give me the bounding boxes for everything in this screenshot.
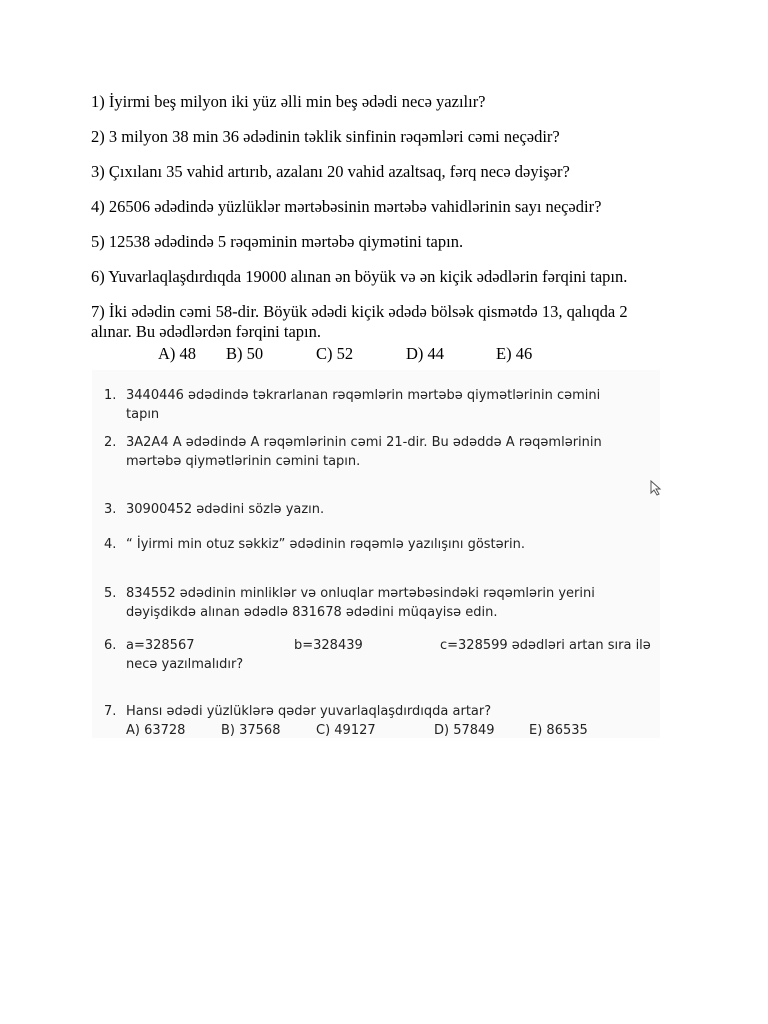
scan-question-4	[104, 535, 652, 554]
question-7: 7) İki ədədin cəmi 58-dir. Böyük ədədi kiçik ədədə bölsək qismətdə 13, qalıqda 2 alınar. Bu ədədlərdən fərqini tapın.	[91, 302, 628, 341]
question-2: 2) 3 milyon 38 min 36 ədədinin təklik sinfinin rəqəmləri cəmi neçədir?	[91, 127, 560, 146]
answer-c: C) 52	[316, 344, 354, 363]
item-number: 2.	[104, 435, 117, 450]
scan-question-7	[104, 702, 652, 740]
item-text-cont: necə yazılmalıdır?	[126, 657, 244, 672]
answer-a: A) 48	[158, 344, 197, 363]
item-text-cont: tapın	[126, 407, 160, 422]
question-1: 1) İyirmi beş milyon iki yüz əlli min beş ədədi necə yazılır?	[91, 92, 486, 111]
answer-b: B) 50	[226, 344, 264, 363]
item-text: Hansı ədədi yüzlüklərə qədər yuvarlaqlaşdırdıqda artar?	[126, 704, 492, 719]
item-number: 6.	[104, 638, 117, 653]
scan-answer-d: D) 57849	[434, 723, 495, 738]
item-text: “ İyirmi min otuz səkkiz” ədədinin rəqəmlə yazılışını göstərin.	[126, 537, 525, 552]
answer-d: D) 44	[406, 344, 445, 363]
scan-question-1	[104, 386, 652, 424]
typed-questions	[91, 92, 691, 364]
scan-answer-options	[104, 721, 652, 740]
scan-question-2	[104, 433, 652, 471]
scanned-questions	[92, 370, 660, 738]
question-4: 4) 26506 ədədində yüzlüklər mərtəbəsinin mərtəbə vahidlərinin sayı neçədir?	[91, 197, 602, 216]
scan-question-3	[104, 500, 652, 519]
item-number: 1.	[104, 388, 117, 403]
item-text: 3440446 ədədində təkrarlanan rəqəmlərin mərtəbə qiymətlərinin cəmini	[126, 388, 601, 403]
answer-e: E) 46	[496, 344, 533, 363]
value-a: a=328567	[126, 638, 195, 653]
scan-answer-c: C) 49127	[316, 723, 376, 738]
question-6: 6) Yuvarlaqlaşdırdıqda 19000 alınan ən böyük və ən kiçik ədədlərin fərqini tapın.	[91, 267, 628, 286]
scan-answer-b: B) 37568	[221, 723, 281, 738]
mouse-pointer-icon	[650, 480, 664, 496]
question-5: 5) 12538 ədədində 5 rəqəminin mərtəbə qiymətini tapın.	[91, 232, 464, 251]
item-text: 30900452 ədədini sözlə yazın.	[126, 502, 325, 517]
item-number: 5.	[104, 586, 117, 601]
question-3: 3) Çıxılanı 35 vahid artırıb, azalanı 20 vahid azaltsaq, fərq necə dəyişər?	[91, 162, 570, 181]
scan-answer-e: E) 86535	[529, 723, 588, 738]
item-text: 834552 ədədinin minliklər və onluqlar mərtəbəsindəki rəqəmlərin yerini	[126, 586, 595, 601]
item-number: 3.	[104, 502, 117, 517]
item-number: 7.	[104, 704, 117, 719]
value-b: b=328439	[294, 638, 363, 653]
scan-answer-a: A) 63728	[126, 723, 186, 738]
scan-question-5	[104, 584, 652, 622]
item-number: 4.	[104, 537, 117, 552]
scan-question-6	[104, 636, 652, 674]
answer-options	[158, 344, 691, 364]
item-text-cont: mərtəbə qiymətlərinin cəmini tapın.	[126, 454, 361, 469]
item-text: 3A2A4 A ədədində A rəqəmlərinin cəmi 21-dir. Bu ədəddə A rəqəmlərinin	[126, 435, 602, 450]
value-c: c=328599 ədədləri artan sıra ilə	[440, 638, 651, 653]
item-text-cont: dəyişdikdə alınan ədədlə 831678 ədədini müqayisə edin.	[126, 605, 498, 620]
